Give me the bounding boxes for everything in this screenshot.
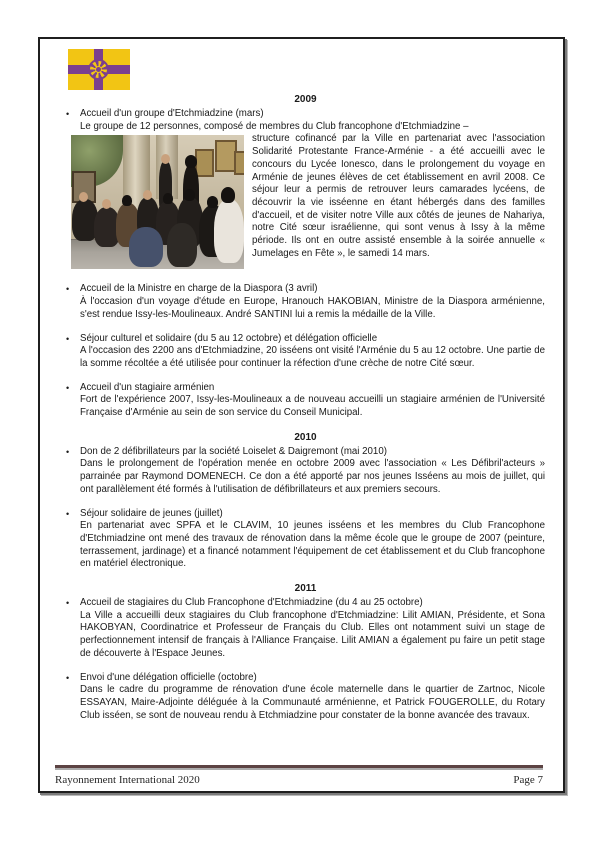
list-item xyxy=(66,597,545,661)
item-title: Accueil de la Ministre en charge de la Diaspora (3 avril) xyxy=(80,283,318,295)
item-body-text: À l'occasion d'un voyage d'étude en Europe, Hranouch HAKOBIAN, Ministre de la Diaspora arménienne, s'est rendue Issy-les-Moulineaux. André SANTINI lui a remis la médaille de la Ville. xyxy=(80,296,545,320)
list-item xyxy=(66,382,545,420)
page-footer xyxy=(55,765,543,786)
page-border-frame xyxy=(38,37,565,793)
item-body-text: Fort de l'expérience 2007, Issy-les-Moulineaux a de nouveau accueilli un stagiaire arménien de l'Université Française d'Arménie au sein de son service du Conseil Municipal. xyxy=(80,394,545,419)
item-body-intro: Le groupe de 12 personnes, composé de membres du Club francophone d'Etchmiadzine – xyxy=(80,120,469,132)
bullet-icon: • xyxy=(66,333,70,344)
year-heading-2011: 2011 xyxy=(294,583,317,595)
photo-painting xyxy=(234,151,244,175)
year-heading-2009: 2009 xyxy=(294,94,317,105)
bullet-icon: • xyxy=(66,598,70,609)
photo-person xyxy=(167,223,197,267)
item-body-text: structure cofinancé par la Ville en partenariat avec l'association Solidarité Protestante France-Arménie - a été accueilli avec le concours du Lycée Ionesco, dans le prolongement du voyage en Arménie de jeunes élèves de cet établissement en avril 2008. Ce séjour leur a permis de retrouver leurs camarades lycéens, de découvrir la vie isséenne en étant hébergés dans des familles d'accueil, et de visiter notre Ville aux côtés de jeunes de Nahariya, notre Cité sœur israélienne, qui sont venus à Issy à la même période. Ils ont en outre assisté ensemble à la soirée annuelle « Jumelages en Fête », le samedi 14 mars. xyxy=(252,133,545,259)
footer-page-number: Page 7 xyxy=(513,774,543,786)
item-title: Séjour solidaire de jeunes (juillet) xyxy=(80,507,223,519)
list-item xyxy=(66,108,545,272)
year-heading-2010: 2010 xyxy=(294,431,317,443)
footer-document-title: Rayonnement International 2020 xyxy=(55,774,200,786)
photo-person xyxy=(129,227,163,267)
bullet-icon: • xyxy=(66,508,70,519)
item-body-text: Dans le prolongement de l'opération menée en octobre 2009 avec l'association « Les Défibril'acteurs » parrainée par Raymond DOMENECH. Ce don a été apporté par nos jeunes Isséens au mois de juillet, qui ont parallèlement été formés à l'utilisation de défibrillateurs et aux premiers secours. xyxy=(80,458,545,495)
flag-rosette-icon xyxy=(88,59,109,80)
item-title: Accueil d'un stagiaire arménien xyxy=(80,381,215,393)
item-title: Accueil de stagiaires du Club Francophone d'Etchmiadzine (du 4 au 25 octobre) xyxy=(80,597,423,609)
item-title: Accueil d'un groupe d'Etchmiadzine (mars) xyxy=(80,108,264,119)
item-title: Don de 2 défibrillateurs par la société Loiselet & Daigremont (mai 2010) xyxy=(80,445,387,457)
bullet-icon: • xyxy=(66,284,70,295)
item-body-text: Dans le cadre du programme de rénovation d'une école maternelle dans le quartier de Zartnoc, Nicole ESSAYAN, Maire-Adjointe déléguée à la Communauté arménienne, et Patrick FOUGEROLLE, du Rotary Club isséen, se sont de nouveau rendu à Etchmiadzine pour constater de la bonne avancée des travaux. xyxy=(80,684,545,721)
footer-rule xyxy=(55,765,543,768)
photo-person xyxy=(214,199,244,263)
list-item xyxy=(66,333,545,371)
item-body-text: La Ville a accueilli deux stagiaires du Club francophone d'Etchmiadzine: Lilit AMIAN, Présidente, et Sona HAKOBYAN, Coordinatrice et Professeur de Français du Club. Elles ont notamment suivi un stage de perfectionnement intensif de français à l'Alliance Française. Lilit AMIAN a également pu faire un petit stage de découverte à l'Espace Jeunes. xyxy=(80,609,545,659)
document-content xyxy=(66,93,545,733)
item-body-text: A l'occasion des 2200 ans d'Etchmiadzine, 20 isséens ont visité l'Arménie du 5 au 12 octobre. Une partie de la somme récoltée a été utilisée pour continuer la réfection d'une crèche de notre Cité sœur. xyxy=(80,345,545,369)
item-title: Envoi d'une délégation officielle (octobre) xyxy=(80,671,257,683)
group-photo xyxy=(71,135,244,269)
item-title: Séjour culturel et solidaire (du 5 au 12 octobre) et délégation officielle xyxy=(80,332,378,344)
list-item xyxy=(66,283,545,321)
bullet-icon: • xyxy=(66,109,70,119)
bullet-icon: • xyxy=(66,672,70,683)
bullet-icon: • xyxy=(66,446,70,457)
item-body-text: En partenariat avec SPFA et le CLAVIM, 10 jeunes isséens et les membres du Club Francophone d'Etchmiadzine ont mené des travaux de rénovation dans la même école que le groupe de 2007 (peinture, terrassement, jardinage) et a financé notamment l'équipement de cet établissement et du Club francophone en matériel électronique. xyxy=(80,520,545,570)
list-item xyxy=(66,508,545,572)
photo-painting xyxy=(195,149,214,177)
issy-flag-logo xyxy=(68,49,130,90)
bullet-icon: • xyxy=(66,382,70,393)
list-item xyxy=(66,672,545,723)
list-item xyxy=(66,446,545,497)
